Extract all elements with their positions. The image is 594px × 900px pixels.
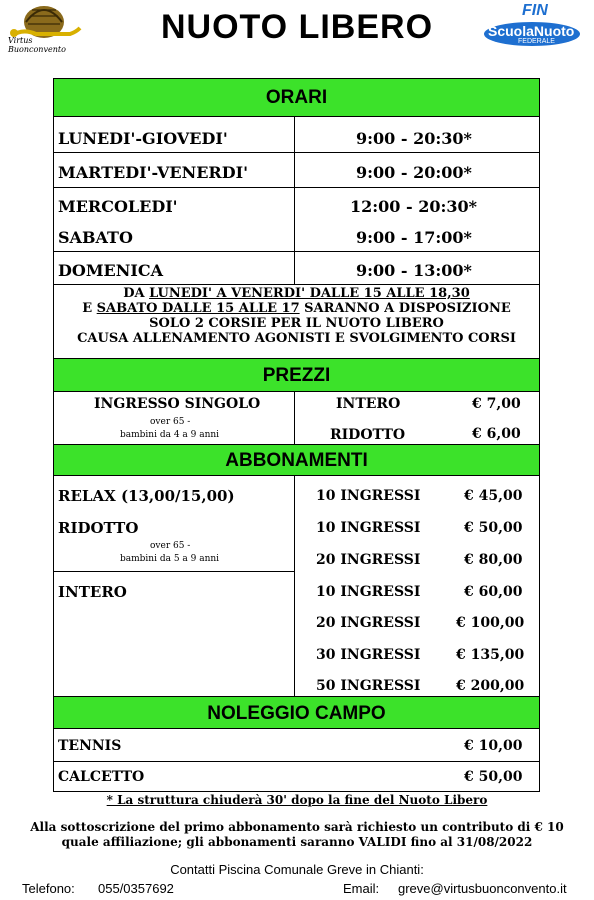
closing-note: * La struttura chiuderà 30' dopo la fine del Nuoto Libero xyxy=(106,793,488,807)
abbonamento-price: € 50,00 xyxy=(464,520,523,536)
orari-hours: 9:00 - 20:30* xyxy=(356,129,472,148)
fin-logo-subtitle: ScuolaNuoto xyxy=(488,23,575,39)
prezzi-type: INTERO xyxy=(336,396,401,412)
virtus-logo-text: Virtus Buonconvento xyxy=(8,36,66,54)
noleggio-price: € 10,00 xyxy=(464,738,523,754)
abbonamento-entries: 50 INGRESSI xyxy=(316,678,421,694)
email-address[interactable]: greve@virtusbuonconvento.it xyxy=(398,881,567,896)
orari-day: LUNEDI'-GIOVEDI' xyxy=(58,129,228,148)
orari-day: SABATO xyxy=(58,228,133,247)
noleggio-header: NOLEGGIO CAMPO xyxy=(54,696,539,729)
orari-header: ORARI xyxy=(54,79,539,117)
prezzi-header: PREZZI xyxy=(54,358,539,392)
email-label: Email: xyxy=(343,881,380,896)
abbonamento-entries: 10 INGRESSI xyxy=(316,584,421,600)
noleggio-price: € 50,00 xyxy=(464,769,523,785)
subscription-note-2: quale affiliazione; gli abbonamenti saranno VALIDI fino al 31/08/2022 xyxy=(61,835,533,849)
row-divider xyxy=(54,187,539,188)
info-table xyxy=(53,78,540,792)
phone-number[interactable]: 055/0357692 xyxy=(98,881,174,896)
abbonamento-ridotto: RIDOTTO xyxy=(58,519,139,537)
abbonamento-price: € 200,00 xyxy=(456,678,525,694)
contacts-title: Contatti Piscina Comunale Greve in Chianti: xyxy=(170,862,424,877)
abbonamento-relax: RELAX (13,00/15,00) xyxy=(58,487,235,505)
prezzi-price: € 6,00 xyxy=(472,426,521,442)
abbonamento-price: € 80,00 xyxy=(464,552,523,568)
prezzi-note: bambini da 4 a 9 anni xyxy=(120,430,220,440)
prezzi-type: RIDOTTO xyxy=(330,427,406,443)
abbonamento-price: € 45,00 xyxy=(464,488,523,504)
orari-divider xyxy=(294,117,295,284)
fin-logo-federale: FEDERALE xyxy=(518,38,555,45)
orari-day: MERCOLEDI' xyxy=(58,197,178,216)
phone-label: Telefono: xyxy=(22,881,75,896)
noleggio-name: TENNIS xyxy=(58,738,122,754)
abbonamenti-header: ABBONAMENTI xyxy=(54,444,539,476)
abbonamento-entries: 20 INGRESSI xyxy=(316,615,421,631)
orari-day: DOMENICA xyxy=(58,261,163,280)
abbonamento-entries: 20 INGRESSI xyxy=(316,552,421,568)
abbonamento-price: € 135,00 xyxy=(456,647,525,663)
fin-logo-text: FIN xyxy=(522,2,548,19)
fin-logo xyxy=(482,4,582,52)
prezzi-price: € 7,00 xyxy=(472,396,521,412)
abbonamenti-divider xyxy=(294,476,295,696)
orari-day: MARTEDI'-VENERDI' xyxy=(58,163,248,182)
row-divider xyxy=(54,251,539,252)
subscription-note-1: Alla sottoscrizione del primo abbonamento sarà richiesto un contributo di € 10 xyxy=(30,820,564,834)
abbonamento-price: € 100,00 xyxy=(456,615,525,631)
abbonamento-entries: 10 INGRESSI xyxy=(316,488,421,504)
abbonamento-entries: 30 INGRESSI xyxy=(316,647,421,663)
orari-hours: 9:00 - 20:00* xyxy=(356,163,472,182)
prezzi-note: over 65 - xyxy=(150,417,191,427)
row-divider xyxy=(54,571,295,572)
row-divider xyxy=(54,761,539,762)
page-title: NUOTO LIBERO xyxy=(160,8,434,46)
abbonamento-price: € 60,00 xyxy=(464,584,523,600)
row-divider xyxy=(54,284,539,285)
orari-hours: 9:00 - 13:00* xyxy=(356,261,472,280)
orari-hours: 12:00 - 20:30* xyxy=(350,197,478,216)
abbonamento-intero: INTERO xyxy=(58,583,127,601)
orari-notice: DA LUNEDI' A VENERDI' DALLE 15 ALLE 18,30 E SABATO DALLE 15 ALLE 17 SARANNO A DISPOSIZIONE SOLO 2 CORSIE PER IL NUOTO LIBERO CAUSA ALLENAMENTO AGONISTI E SVOLGIMENTO CORSI xyxy=(77,286,516,346)
row-divider xyxy=(54,152,539,153)
noleggio-name: CALCETTO xyxy=(58,769,145,785)
abbonamento-entries: 10 INGRESSI xyxy=(316,520,421,536)
prezzi-label: INGRESSO SINGOLO xyxy=(94,396,261,412)
prezzi-divider xyxy=(294,392,295,444)
orari-hours: 9:00 - 17:00* xyxy=(356,228,472,247)
abbonamento-note: over 65 - xyxy=(150,541,191,551)
abbonamento-note: bambini da 5 a 9 anni xyxy=(120,554,220,564)
